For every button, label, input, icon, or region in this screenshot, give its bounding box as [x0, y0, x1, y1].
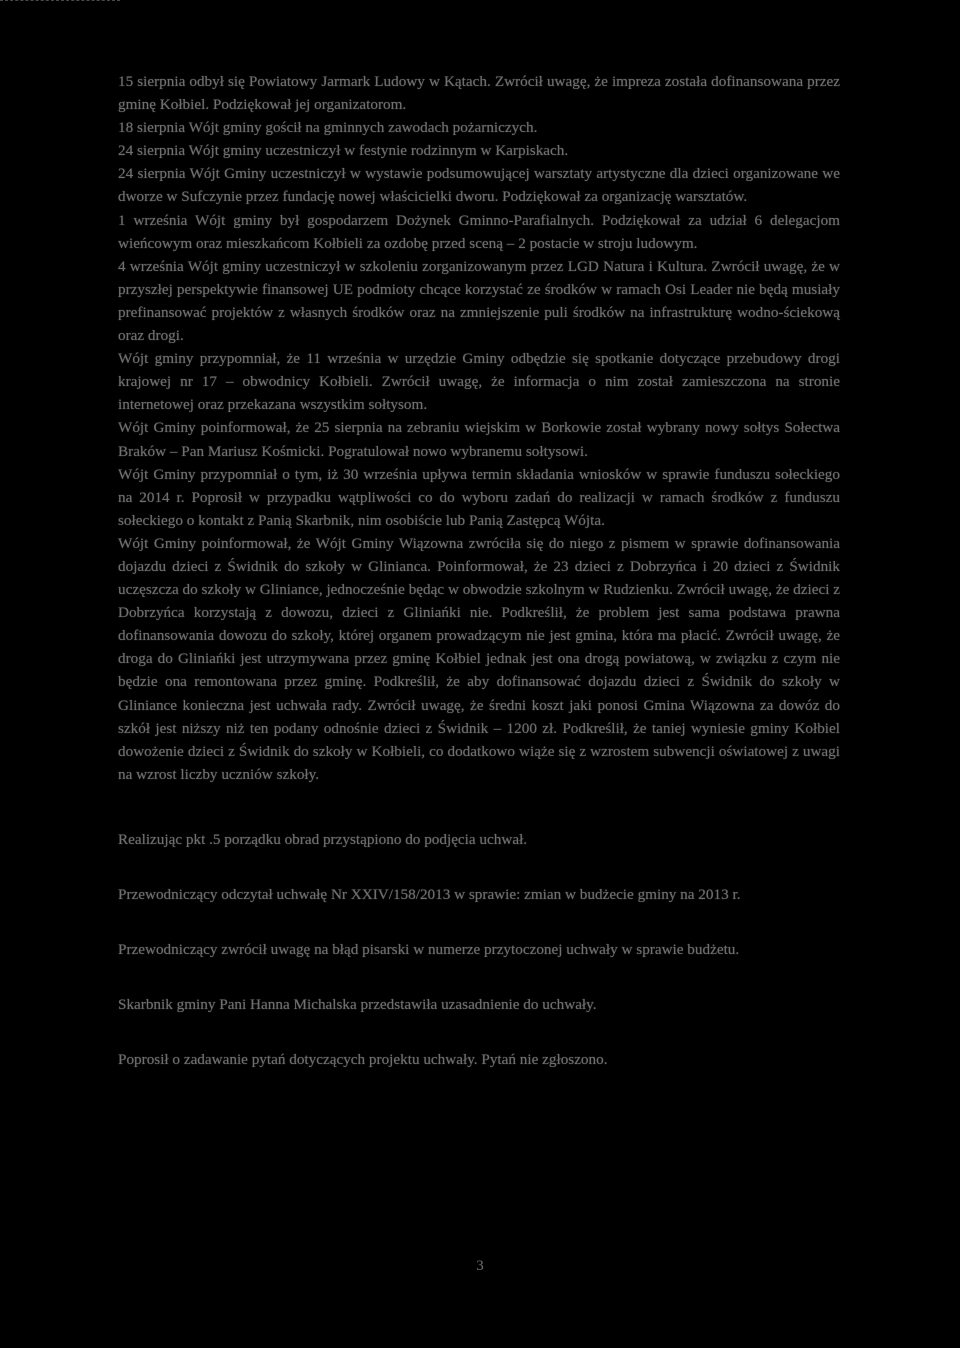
paragraph-festyn: 24 sierpnia Wójt gminy uczestniczył w festynie rodzinnym w Karpiskach. — [118, 142, 569, 160]
paragraph-wystawa: 24 sierpnia Wójt Gminy uczestniczył w wystawie podsumowującej warsztaty artystyczne dla dzieci organizowane we dworze w Sufczynie przez fundację nowej właścicielki dworu. Podziękował za organizację warsztatów. — [118, 165, 840, 206]
paragraph-szkolenie: 4 września Wójt gminy uczestniczył w szkoleniu zorganizowanym przez LGD Natura i Kultura. Zwrócił uwagę, że w przyszłej perspektywie finansowej UE podmioty chcące korzystać ze środków w ramach Osi Leader nie będą musiały prefinansować projektów z własnych środków oraz na zmniejszenie puli środków na infrastrukturę wodno-ściekową oraz drogi. — [118, 257, 840, 345]
paragraph-jarmark: 15 sierpnia odbył się Powiatowy Jarmark Ludowy w Kątach. Zwrócił uwagę, że impreza została dofinansowana przez gminę Kołbiel. Podziękował jej organizatorom. — [118, 73, 840, 114]
section-gap — [118, 786, 840, 828]
paragraph-fundusz: Wójt Gminy przypomniał o tym, iż 30 września upływa termin składania wniosków w sprawie funduszu sołeckiego na 2014 r. Poprosił w przypadku wątpliwości co do wyboru zadań do realizacji w ramach środków z funduszu sołeckiego o kontakt z Panią Skarbnik, nim osobiście lub Panią Zastępcą Wójta. — [118, 465, 840, 529]
paragraph-skarbnik: Skarbnik gminy Pani Hanna Michalska przedstawiła uzasadnienie do uchwały. — [118, 995, 597, 1013]
paragraph-zawody: 18 sierpnia Wójt gminy gościł na gminnych zawodach pożarniczych. — [118, 119, 538, 137]
paragraph-dowoz: Wójt Gminy poinformował, że Wójt Gminy Wiązowna zwróciła się do niego z pismem w sprawie dofinansowania dojazdu dzieci z Świdnik do szkoły w Glinianca. Poinformował, że 23 dzieci z Dobrzyńca i 20 dzieci z Świdnik uczęszcza do szkoły w Gliniance, jednocześnie będąc w obwodzie szkolnym w Rudzienku. Zwrócił uwagę, że dzieci z Dobrzyńca korzystają z dowozu, dzieci z Gliniańki nie. Podkreślił, że problem jest sama podstawa prawna dofinansowania dowozu do szkoły, której organem prowadzącym nie jest gmina, która ma płacić. Zwrócił uwagę, że droga do Gliniańki jest utrzymywana przez gminę Kołbiel jednak jest ona drogą powiatową, w związku z czym nie będzie ona remontowana przez gminę. Podkreślił, że aby dofinansować dojazdu dzieci z Świdnik do szkoły w Gliniance konieczna jest uchwała rady. Zwrócił uwagę, że średni koszt jaki ponosi Gmina Wiązowna za dowóz do szkół jest niższy niż ten podany odnośnie dzieci z Świdnik – 1200 zł. Podkreślił, że taniej wyniesie gminy Kołbiel dowożenie dzieci z Świdnik do szkoły w Kołbieli, co dodatkowo wiąże się z wzrostem subwencji oświatowej z uwagi na wzrost liczby uczniów szkoły. — [118, 534, 840, 783]
paragraph-dozynki: 1 września Wójt gminy był gospodarzem Dożynek Gminno-Parafialnych. Podziękował za udział 6 delegacjom wieńcowym oraz mieszkańcom Kołbieli za ozdobę przed sceną – 2 postacie w stroju ludowym. — [118, 211, 840, 252]
paragraph-blad: Przewodniczący zwrócił uwagę na błąd pisarski w numerze przytoczonej uchwały w sprawie budżetu. — [118, 940, 740, 958]
paragraph-realizacja: Realizując pkt .5 porządku obrad przystąpiono do podjęcia uchwał. — [118, 830, 528, 848]
paragraph-odczytanie: Przewodniczący odczytał uchwałę Nr XXIV/158/2013 w sprawie: zmian w budżecie gminy na 2013 r. — [118, 885, 741, 903]
document-page — [118, 70, 840, 1071]
scan-edge-mark — [0, 0, 120, 5]
page-number: 3 — [476, 1258, 484, 1274]
paragraph-pytania: Poprosił o zadawanie pytań dotyczących projektu uchwały. Pytań nie zgłoszono. — [118, 1050, 608, 1068]
paragraph-obwodnica: Wójt gminy przypomniał, że 11 września w urzędzie Gminy odbędzie się spotkanie dotyczące przebudowy drogi krajowej nr 17 – obwodnicy Kołbieli. Zwrócił uwagę, że informacja o nim został zamieszczona na stronie internetowej oraz przekazana wszystkim sołtysom. — [118, 350, 840, 414]
report-body — [118, 70, 840, 786]
paragraph-soltys: Wójt Gminy poinformował, że 25 sierpnia na zebraniu wiejskim w Borkowie został wybrany nowy sołtys Sołectwa Braków – Pan Mariusz Kośmicki. Pogratulował nowo wybranemu sołtysowi. — [118, 419, 840, 460]
